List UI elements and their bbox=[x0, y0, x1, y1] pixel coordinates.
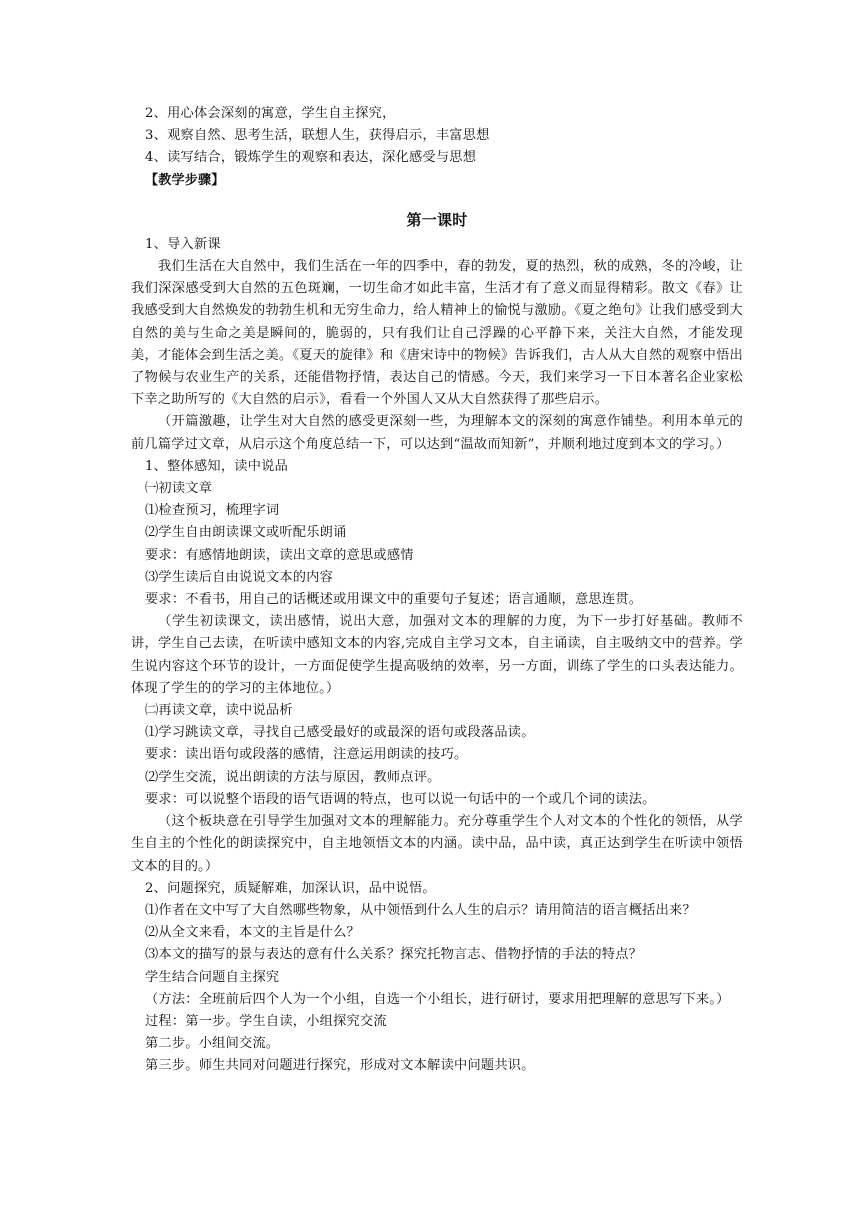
first-read-item: ⑶学生读后自由说说文本的内容 bbox=[145, 569, 334, 585]
second-read-heading: ㈡再读文章，读中说品析 bbox=[145, 703, 293, 719]
overall-heading: 1、整体感知，读中说品 bbox=[145, 458, 289, 474]
objective-item: 2、用心体会深刻的寓意，学生自主探究， bbox=[145, 106, 396, 121]
first-read-item: 要求：有感情地朗读，读出文章的意思或感情 bbox=[145, 547, 414, 563]
inquiry-group-line: 学生结合问题自主探究 bbox=[145, 969, 280, 985]
second-read-item: ⑴学习跳读文章，寻找自己感受最好的或最深的语句或段落品读。 bbox=[145, 725, 535, 741]
second-read-item: 要求：读出语句或段落的感情，注意运用朗读的技巧。 bbox=[145, 747, 468, 763]
inquiry-method: （方法：全班前后四个人为一个小组，自选一个小组长，进行研讨，要求用把理解的意思写下来。） bbox=[145, 991, 730, 1007]
inquiry-question: ⑶本文的描写的景与表达的意有什么关系？探究托物言志、借物抒情的手法的特点？ bbox=[145, 947, 643, 963]
objective-item: 3、观察自然、思考生活，联想人生，获得启示，丰富思想 bbox=[145, 128, 490, 144]
inquiry-question: ⑴作者在文中写了大自然哪些物象，从中领悟到什么人生的启示？请用简洁的语言概括出来？ bbox=[145, 902, 696, 918]
first-read-heading: ㈠初读文章 bbox=[145, 481, 213, 497]
second-read-note: （这个板块意在引导学生加强对文本的理解能力。充分尊重学生个人对文本的个性化的领悟，从学生自主的个性化的朗读探究中，自主地领悟文本的内涵。读中品，品中读，真正达到学生在听读中领悟文本的目的。） bbox=[131, 814, 743, 874]
inquiry-process-step: 过程：第一步。学生自读，小组探究交流 bbox=[145, 1013, 387, 1029]
objective-item: 4、读写结合，锻炼学生的观察和表达，深化感受与思想 bbox=[145, 150, 477, 166]
inquiry-process-step: 第三步。师生共同对问题进行探究，形成对文本解读中问题共识。 bbox=[145, 1058, 535, 1074]
intro-paragraph: 我们生活在大自然中，我们生活在一年的四季中，春的勃发，夏的热烈，秋的成熟，冬的冷峻，让我们深深感受到大自然的五色斑斓，一切生命才如此丰富，生活才有了意义而显得精彩。散文《春》让我感受到大自然焕发的勃勃生机和无穷生命力，给人精神上的愉悦与激励。《夏之绝句》让我们感受到大自然的美与生命之美是瞬间的，脆弱的，只有我们让自己浮躁的心平静下来，关注大自然，才能发现美，才能体会到生活之美。《夏天的旋律》和《唐宋诗中的物候》告诉我们，古人从大自然的观察中悟出了物候与农业生产的关系，还能借物抒情，表达自己的情感。今天，我们来学习一下日本著名企业家松下幸之助所写的《大自然的启示》，看看一个外国人又从大自然获得了那些启示。 bbox=[131, 259, 743, 408]
lesson-plan-body bbox=[131, 103, 743, 1078]
intro-heading: 1、导入新课 bbox=[145, 236, 221, 252]
first-read-item: 要求：不看书，用自己的话概述或用课文中的重要句子复述；语言通顺，意思连贯。 bbox=[145, 592, 643, 608]
steps-heading: 【教学步骤】 bbox=[145, 172, 225, 188]
inquiry-process-step: 第二步。小组间交流。 bbox=[145, 1036, 280, 1052]
intro-note: （开篇激趣，让学生对大自然的感受更深刻一些，为理解本文的深刻的寓意作铺垫。利用本单元的前几篇学过文章，从启示这个角度总结一下，可以达到“温故而知新”，并顺利地过度到本文的学习。） bbox=[131, 414, 743, 452]
first-read-note: （学生初读课文，读出感情，说出大意，加强对文本的理解的力度，为下一步打好基础。教师不讲，学生自己去读，在听读中感知文本的内容,完成自主学习文本，自主诵读，自主吸纳文中的营养。学生说内容这个环节的设计，一方面促使学生提高吸纳的效率，另一方面，训练了学生的口头表达能力。体现了学生的的学习的主体地位。） bbox=[131, 614, 743, 696]
lesson-title: 第一课时 bbox=[406, 210, 468, 229]
second-read-item: 要求：可以说整个语段的语气语调的特点，也可以说一句话中的一个或几个词的读法。 bbox=[145, 791, 656, 807]
inquiry-heading: 2、问题探究，质疑解难，加深认识，品中说悟。 bbox=[145, 880, 436, 896]
inquiry-question: ⑵从全文来看，本文的主旨是什么？ bbox=[145, 925, 360, 941]
second-read-item: ⑵学生交流，说出朗读的方法与原因，教师点评。 bbox=[145, 769, 441, 785]
first-read-item: ⑴检查预习，梳理字词 bbox=[145, 503, 280, 519]
first-read-item: ⑵学生自由朗读课文或听配乐朗诵 bbox=[145, 525, 347, 541]
